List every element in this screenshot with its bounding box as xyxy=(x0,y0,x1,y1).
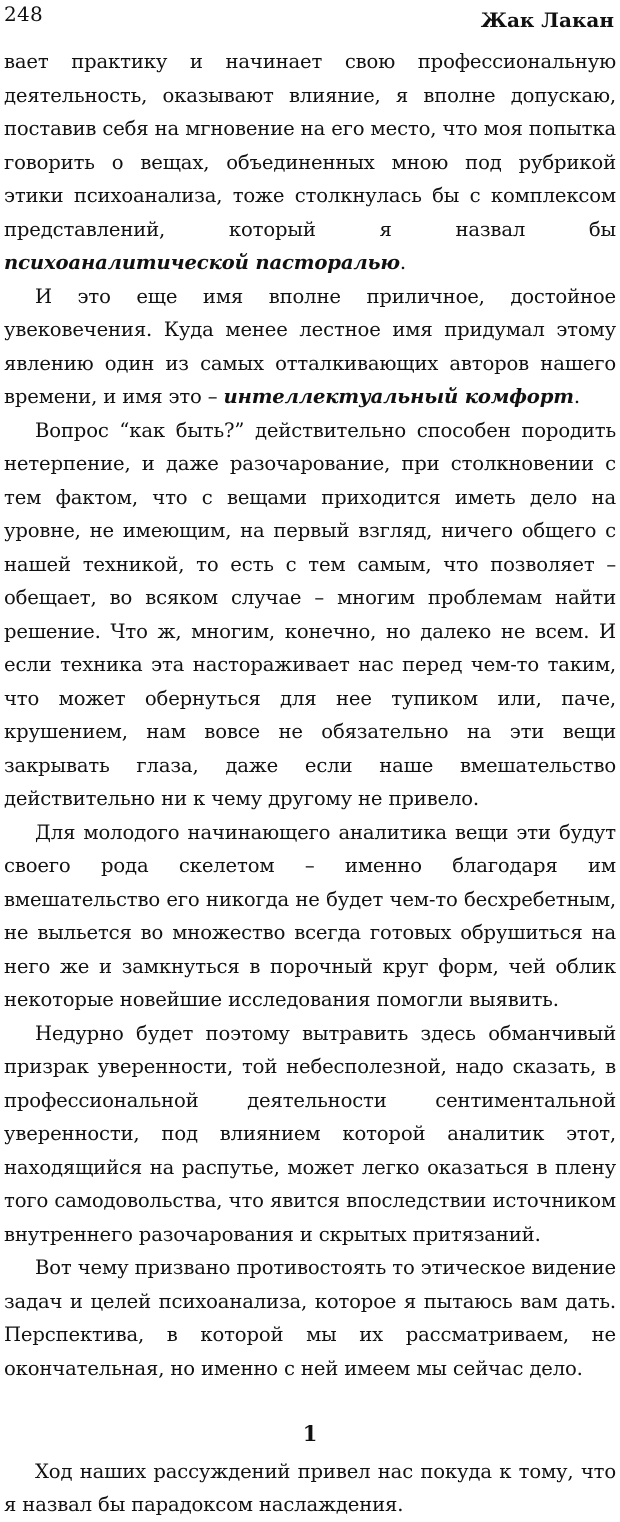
running-title: Жак Лакан xyxy=(480,8,614,32)
text-run: Вот чему призвано противостоять то этическое видение задач и целей психоанализа, которое я пытаюсь вам дать. Перспектива, в которой мы их рассматриваем, не окончательная, но именно с ней имеем мы сейчас дело. xyxy=(4,1256,616,1380)
text-run: Ход наших рассуждений привел нас покуда к тому, что я назвал бы парадоксом наслаждения. xyxy=(4,1459,616,1516)
section-paragraph xyxy=(4,1455,616,1522)
running-head xyxy=(4,2,614,32)
page-number: 248 xyxy=(4,2,44,26)
text-run: Недурно будет поэтому вытравить здесь обманчивый призрак уверенности, той небесполезной, надо сказать, в профессиональной деятельности сентиментальной уверенности, под влиянием которой аналитик этот, находящийся на распутье, может легко оказаться в плену того самодовольства, что явится впоследствии источником внутреннего разочарования и скрытых притязаний. xyxy=(4,1021,616,1246)
text-run: вает практику и начинает свою профессиональную деятельность, оказывают влияние, я вполне допускаю, поставив себя на мгновение на его место, что моя попытка говорить о вещах, объединенных мною под рубрикой этики психоанализа, тоже столкнулась бы с комплексом представлений, который я назвал бы xyxy=(4,50,616,241)
text-run: Вопрос “как быть?” действительно способен породить нетерпение, и даже разочарование, при столкновении с тем фактом, что с вещами приходится иметь дело на уровне, не имеющим, на первый взгляд, ничего общего с нашей техникой, то есть с тем самым, что позволяет – обещает, во всяком случае – многим проблемам найти решение. Что ж, многим, конечно, но далеко не всем. И если техника эта настораживает нас перед чем-то таким, что может обернуться для нее тупиком или, паче, крушением, нам вовсе не обязательно на эти вещи закрывать глаза, даже если наше вмешательство действительно ни к чему другому не привело. xyxy=(4,418,616,810)
text-run: Для молодого начинающего аналитика вещи эти будут своего рода скелетом – именно благодаря им вмешательство его никогда не будет чем-то бесхребетным, не выльется во множество всегда готовых обрушиться на него же и замкнуться в порочный круг форм, чей облик некоторые новейшие исследования помогли выявить. xyxy=(4,820,616,1011)
paragraph-2 xyxy=(4,280,616,414)
paragraph-6 xyxy=(4,1251,616,1385)
paragraph-4 xyxy=(4,816,616,1017)
italic-term: психоаналитической пасторалью xyxy=(4,251,400,274)
text-run: . xyxy=(399,251,406,274)
text-run: . xyxy=(573,385,580,408)
text-run: И это еще имя вполне приличное, достойное увековечения. Куда менее лестное имя придумал этому явлению один из самых отталкивающих авторов нашего времени, и имя это – xyxy=(4,284,616,408)
section-number: 1 xyxy=(302,1421,318,1446)
paragraph-3 xyxy=(4,414,616,816)
paragraph-5 xyxy=(4,1017,616,1252)
italic-term: интеллектуальный комфорт xyxy=(223,385,574,408)
body-text xyxy=(4,45,616,1522)
paragraph-1 xyxy=(4,45,616,280)
